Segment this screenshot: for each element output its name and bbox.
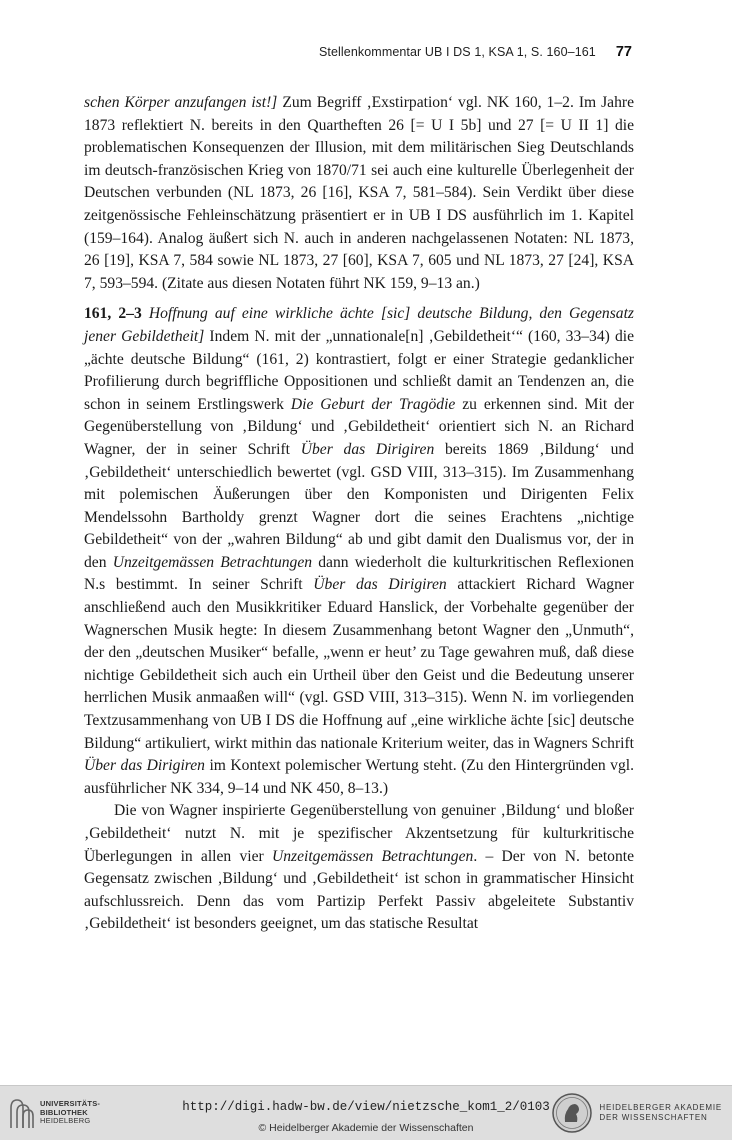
ub-logo-line: BIBLIOTHEK xyxy=(40,1107,88,1117)
academy-logo-line: DER WISSENSCHAFTEN xyxy=(599,1113,708,1122)
paragraph-text: Indem N. mit der „unnationale[n] ‚Gebildetheit‘“ (160, 33–34) die „ächte deutsche Bildung“ (161, 2) kontrastiert, folgt er einer Strategie gedanklicher Profilierung durch begriffliche Oppositionen und schließt damit an Tendenzen an, die schon in seinem Erstlingswerk xyxy=(84,327,634,413)
paragraph-text: Zum Begriff ‚Exstirpation‘ vgl. NK 160, 1–2. Im Jahre 1873 reflektiert N. bereits in den Quartheften 26 [= U I 5b] und 27 [= U II 1] die problematischen Konsequenzen der Illusion, mit dem militärischen Sieg Deutschlands im deutsch-französischen Krieg von 1870/71 sei auch eine kulturelle Überlegenheit der Deutschen verbunden (NL 1873, 26 [16], KSA 7, 581–584). Sein Verdikt über diese zeitgenössische Fehleinschätzung präsentiert er in UB I DS ausführlich im 1. Kapitel (159–164). Analog äußert sich N. auch in anderen nachgelassenen Notaten: NL 1873, 26 [19], KSA 7, 584 sowie NL 1873, 27 [60], KSA 7, 605 und NL 1873, 27 [24], KSA 7, 593–594. (Zitate aus diesen Notaten führt NK 159, 9–13 an.) xyxy=(84,94,635,292)
work-title: Über das Dirigiren xyxy=(300,440,435,458)
paragraph-3 xyxy=(84,800,634,936)
academy-logo[interactable] xyxy=(551,1092,722,1134)
lemma-text: Hoffnung auf eine wirkliche ächte [sic] deutsche Bildung, den Gegensatz jener Gebildetheit] xyxy=(84,305,634,345)
permalink-url[interactable]: http://digi.hadw-bw.de/view/nietzsche_kom1_2/0103 xyxy=(182,1100,550,1114)
academy-logo-line: HEIDELBERGER AKADEMIE xyxy=(599,1103,722,1112)
work-title: Unzeitgemässen Betrachtungen xyxy=(271,847,474,865)
ub-logo-line: UNIVERSITÄTS- xyxy=(40,1099,101,1109)
academy-medallion-icon xyxy=(551,1092,593,1134)
lemma-reference: 161, 2–3 xyxy=(84,305,142,323)
digitization-footer xyxy=(0,1085,732,1140)
page-body xyxy=(84,92,634,936)
work-title: Über das Dirigiren xyxy=(313,576,447,594)
page-number: 77 xyxy=(615,44,632,60)
work-title: Die Geburt der Tragödie xyxy=(290,395,456,413)
paragraph-text: attackiert Richard Wagner anschließend auch den Musikkritiker Eduard Hanslick, der Vorbehalte gegenüber der Wagnerschen Musik hegte: In diesem Zusammenhang betont Wagner den „Unmuth“, der den „deutschen Musiker“ befalle, „wenn er heut’ zu Tage gewahren muß, daß diese nichtige Gebildetheit sich auch ein Urtheil über den Geist und die Bedeutung unserer herrlichen Musik anmaaßen will“ (vgl. GSD VIII, 313–315). Wenn N. im vorliegenden Textzusammenhang von UB I DS die Hoffnung auf „eine wirkliche ächte [sic] deutsche Bildung“ artikuliert, wirkt mithin das nationale Kriterium weiter, das in Wagners Schrift xyxy=(84,576,634,752)
paragraph-text: dann wiederholt die kulturkritischen Reflexionen N.s bestimmt. In seiner Schrift xyxy=(84,553,635,594)
work-title: Über das Dirigiren xyxy=(84,757,205,775)
lemma-text: schen Körper anzufangen ist!] xyxy=(84,94,278,111)
paragraph-text: bereits 1869 ‚Bildung‘ und ‚Gebildetheit‘ unterschiedlich bewertet (vgl. GSD VIII, 313–315). Im Zusammenhang mit polemischen Äußerungen über den Komponisten und Dirigenten Felix Mendelssohn Bartholdy grenzt Wagner dort die seines Erachtens „nichtige Gebildetheit“ von der „wahren Bildung“ ab und gibt damit den Dualismus vor, der in den xyxy=(84,440,634,571)
running-title: Stellenkommentar UB I DS 1, KSA 1, S. 160–161 xyxy=(318,45,596,59)
work-title: Unzeitgemässen Betrachtungen xyxy=(112,553,313,571)
paragraph-2 xyxy=(84,303,634,800)
ub-logo-line: HEIDELBERG xyxy=(40,1116,91,1126)
paragraph-text: im Kontext polemischer Wertung steht. (Zu den Hintergründen vgl. ausführlicher NK 334, 9–14 und NK 450, 8–13.) xyxy=(84,757,634,797)
running-header xyxy=(84,44,632,60)
copyright-notice: © Heidelberger Akademie der Wissenschaften xyxy=(258,1122,474,1134)
paragraph-text: zu erkennen sind. Mit der Gegenüberstellung von ‚Bildung‘ und ‚Gebildetheit‘ orientiert sich N. an Richard Wagner, der in seiner Schrift xyxy=(84,395,634,458)
paragraph-text: Die von Wagner inspirierte Gegenüberstellung von genuiner ‚Bildung‘ und bloßer ‚Gebildetheit‘ nutzt N. mit je spezifischer Akzentsetzung für kulturkritische Überlegungen in allen vier xyxy=(84,802,634,865)
paragraph-1 xyxy=(84,92,634,295)
paragraph-text: . – Der von N. betonte Gegensatz zwischen ‚Bildung‘ und ‚Gebildetheit‘ ist schon in grammatischer Hinsicht aufschlussreich. Denn das vom Partizip Perfekt Passiv abgeleitete Substantiv ‚Gebildetheit‘ ist besonders geeignet, um das statische Resultat xyxy=(84,847,635,933)
